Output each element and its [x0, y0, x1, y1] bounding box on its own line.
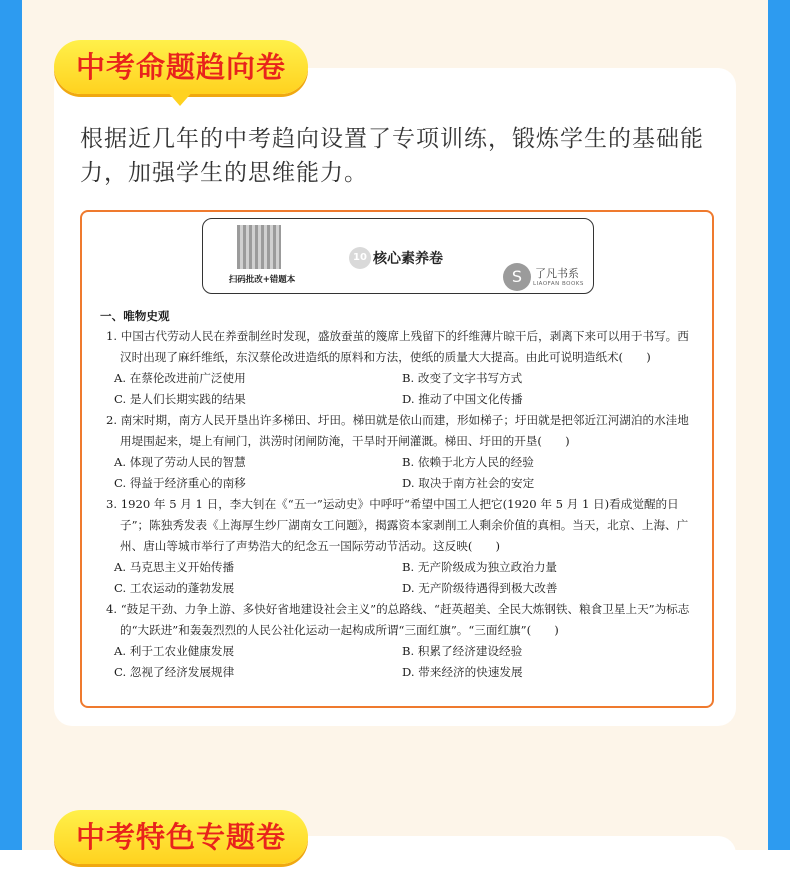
question-3: [94, 494, 700, 599]
header-tag-label: 中考命题趋向卷: [75, 50, 286, 84]
option-c: C. 工农运动的蓬勃发展: [114, 581, 235, 595]
question-text: 2. 南宋时期，南方人民开垦出许多梯田、圩田。梯田就是依山而建，形如梯子；圩田就是把邻近江河湖泊的水洼地用堤围起来，堤上有闸门，洪涝时闭闸防淹，干旱时开闸灌溉。梯田、圩田的开垦( ): [106, 413, 689, 448]
header-tag: [54, 40, 308, 94]
paper-content: [94, 306, 700, 683]
qr-label: 扫码批改+错题本: [228, 275, 296, 285]
qr-code-icon: [237, 225, 281, 269]
option-b: B. 依赖于北方人民的经验: [402, 455, 534, 469]
paper-header: [202, 218, 594, 294]
question-text: 1. 中国古代劳动人民在养蚕制丝时发现，盛放蚕茧的篾席上残留下的纤维薄片晾干后，剥离下来可以用于书写。西汉时出现了麻纤维纸，东汉蔡伦改进造纸的原料和方法，使纸的质量大大提高。由此可说明造纸术( ): [106, 329, 689, 364]
bottom-tag-label: 中考特色专题卷: [75, 820, 286, 854]
intro-text: 根据近几年的中考趋向设置了专项训练，锻炼学生的基础能力，加强学生的思维能力。: [80, 126, 704, 186]
option-c: C. 忽视了经济发展规律: [114, 665, 235, 679]
option-b: B. 无产阶级成为独立政治力量: [402, 560, 558, 574]
exam-paper-preview: [80, 210, 714, 708]
option-d: D. 带来经济的快速发展: [402, 665, 523, 679]
question-2: [94, 410, 700, 494]
option-c: C. 是人们长期实践的结果: [114, 392, 246, 406]
option-a: A. 在蔡伦改进前广泛使用: [114, 371, 246, 385]
option-b: B. 改变了文字书写方式: [402, 371, 523, 385]
brand-name: 了凡书系: [535, 267, 579, 280]
question-4: [94, 599, 700, 683]
paper-title: 核心素养卷: [373, 251, 443, 267]
options: [94, 452, 700, 494]
brand-name-en: LIAOFAN BOOKS: [533, 281, 584, 287]
option-c: C. 得益于经济重心的南移: [114, 476, 246, 490]
options: [94, 641, 700, 683]
brand-logo-icon: S: [503, 263, 531, 291]
option-b: B. 积累了经济建设经验: [402, 644, 523, 658]
option-a: A. 利于工农业健康发展: [114, 644, 235, 658]
option-d: D. 取决于南方社会的安定: [402, 476, 535, 490]
bottom-tag: [54, 810, 308, 864]
section-heading: 一、唯物史观: [100, 309, 170, 323]
option-d: D. 无产阶级待遇得到极大改善: [402, 581, 558, 595]
options: [94, 368, 700, 410]
option-a: A. 体现了劳动人民的智慧: [114, 455, 246, 469]
question-1: [94, 326, 700, 410]
question-text: 3. 1920 年 5 月 1 日，李大钊在《“五一”运动史》中呼吁“希望中国工人把它(1920 年 5 月 1 日)看成觉醒的日子”；陈独秀发表《上海厚生纱厂湖南女工问题》，揭露资本家剥削工人剩余价值的真相。当天，北京、上海、广州、唐山等城市举行了声势浩大的纪念五一国际劳动节活动。这反映( ): [106, 497, 689, 553]
options: [94, 557, 700, 599]
tag-pointer: [166, 90, 194, 106]
option-d: D. 推动了中国文化传播: [402, 392, 523, 406]
question-text: 4. “鼓足干劲、力争上游、多快好省地建设社会主义”的总路线、“赶英超美、全民大炼钢铁、粮食卫星上天”为标志的“大跃进”和轰轰烈烈的人民公社化运动一起构成所谓“三面红旗”。“三面红旗”( ): [106, 602, 690, 637]
option-a: A. 马克思主义开始传播: [114, 560, 235, 574]
paper-number: 10: [349, 247, 371, 269]
